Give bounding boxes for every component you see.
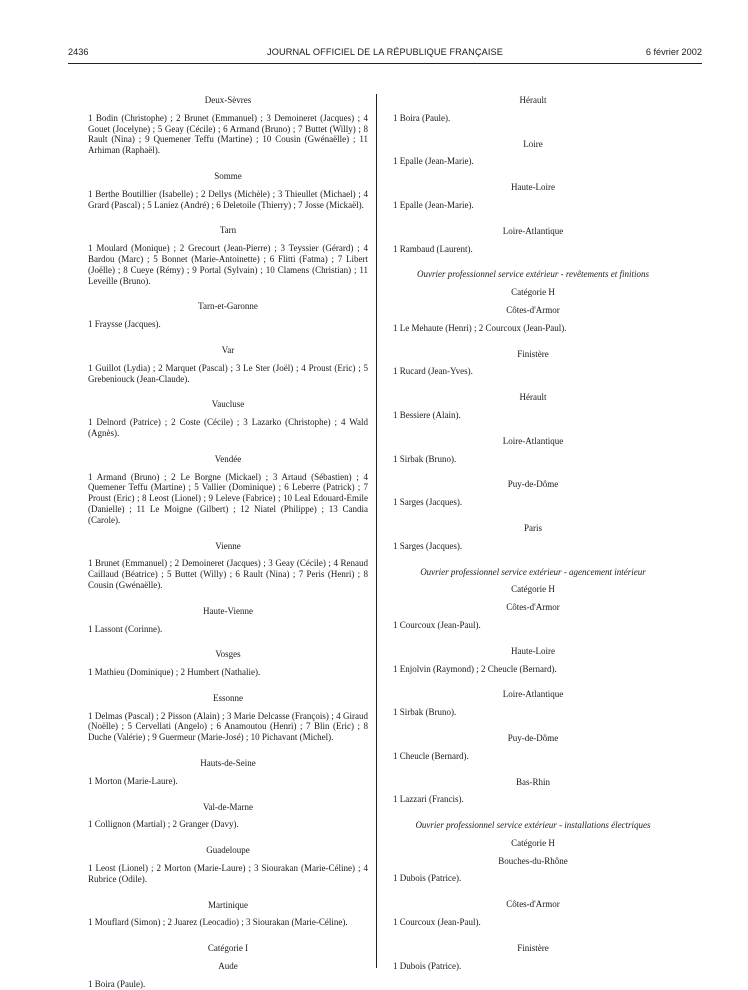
journal-title: JOURNAL OFFICIEL DE LA RÉPUBLIQUE FRANÇAISE: [267, 47, 503, 57]
ranking-entry: 1 Guillot (Lydia) ; 2 Marquet (Pascal) ; 3 Le Ster (Joël) ; 4 Proust (Eric) ; 5 Grebeniouck (Jean-Claude).: [88, 362, 368, 384]
department-heading: Tarn-et-Garonne: [198, 301, 258, 312]
ranking-entry: 1 Dubois (Patrice).: [393, 873, 462, 884]
ranking-entry: 1 Epalle (Jean-Marie).: [393, 156, 474, 167]
department-heading: Finistère: [517, 348, 549, 359]
left-column: [88, 95, 368, 990]
department-heading: Finistère: [517, 942, 549, 953]
department-heading: Côtes-d'Armor: [506, 899, 560, 910]
ranking-entry: 1 Courcoux (Jean-Paul).: [393, 619, 481, 630]
job-title: Ouvrier professionnel service extérieur - agencement intérieur: [420, 566, 646, 577]
department-heading: Loire: [523, 138, 543, 149]
job-title: Ouvrier professionnel service extérieur - installations électriques: [415, 820, 651, 831]
department-heading: Haute-Loire: [511, 645, 555, 656]
ranking-entry: 1 Sirbak (Bruno).: [393, 453, 457, 464]
page-number: 2436: [68, 47, 89, 57]
ranking-entry: 1 Rucard (Jean-Yves).: [393, 366, 473, 377]
ranking-entry: 1 Bessiere (Alain).: [393, 409, 461, 420]
department-heading: Hauts-de-Seine: [200, 758, 256, 769]
ranking-entry: 1 Delnord (Patrice) ; 2 Coste (Cécile) ; 3 Lazarko (Christophe) ; 4 Wald (Agnès).: [88, 417, 368, 438]
ranking-entry: 1 Sarges (Jacques).: [393, 540, 463, 551]
department-heading: Hérault: [519, 392, 547, 403]
ranking-entry: 1 Boira (Paule).: [88, 978, 146, 989]
header-rule: [68, 63, 702, 64]
ranking-entry: 1 Enjolvin (Raymond) ; 2 Cheucle (Bernard).: [393, 663, 557, 674]
column-divider: [376, 94, 377, 968]
ranking-entry: 1 Courcoux (Jean-Paul).: [393, 917, 481, 928]
department-heading: Paris: [524, 522, 542, 533]
department-heading: Loire-Atlantique: [502, 435, 564, 446]
publication-date: 6 février 2002: [645, 47, 702, 57]
ranking-entry: 1 Mouflard (Simon) ; 2 Juarez (Leocadio) ; 3 Siourakan (Marie-Céline).: [88, 917, 348, 928]
ranking-entry: 1 Bodin (Christophe) ; 2 Brunet (Emmanuel) ; 3 Demoineret (Jacques) ; 4 Gouet (Jocelyne) ; 5 Geay (Cécile) ; 6 Armand (Bruno) ; 7 Buttet (Willy) ; 8 Rault (Nina) ; 9 Quemener Teffu (Martine) ; 10 Cousin (Gwénaëlle) ; 11 Arhiman (Raphaël).: [88, 112, 368, 156]
ranking-entry: 1 Morton (Marie-Laure).: [88, 775, 178, 786]
ranking-entry: 1 Armand (Bruno) ; 2 Le Borgne (Mickael) ; 3 Artaud (Sébastien) ; 4 Quemener Teffu (Martine) ; 5 Vallier (Dominique) ; 6 Leberre (Patrick) ; 7 Proust (Eric) ; 8 Leost (Lionel) ; 9 Leleve (Fabrice) ; 10 Leal Edouard-Emile (Danielle) ; 11 Le Moigne (Gilbert) ; 12 Niatel (Philippe) ; 13 Candia (Carole).: [88, 471, 368, 525]
department-heading: Somme: [214, 170, 242, 181]
ranking-entry: 1 Mathieu (Dominique) ; 2 Humbert (Nathalie).: [88, 667, 261, 678]
ranking-entry: 1 Lazzari (Francis).: [393, 794, 464, 805]
ranking-entry: 1 Collignon (Martial) ; 2 Granger (Davy).: [88, 819, 239, 830]
job-title: Ouvrier professionnel service extérieur - revêtements et finitions: [416, 269, 650, 280]
department-heading: Bas-Rhin: [515, 776, 550, 787]
department-heading: Loire-Atlantique: [502, 689, 564, 700]
department-heading: Côtes-d'Armor: [506, 304, 560, 315]
ranking-entry: 1 Fraysse (Jacques).: [88, 319, 161, 330]
department-heading: Vienne: [215, 540, 241, 551]
department-heading: Aude: [218, 961, 238, 972]
right-column: [393, 95, 673, 971]
department-heading: Deux-Sèvres: [204, 95, 252, 105]
ranking-entry: 1 Brunet (Emmanuel) ; 2 Demoineret (Jacques) ; 3 Geay (Cécile) ; 4 Renaud Caillaud (Béatrice) ; 5 Buttet (Willy) ; 6 Rault (Nina) ; 7 Peris (Henri) ; 8 Cousin (Gwénaëlle).: [88, 558, 368, 590]
department-heading: Essonne: [213, 692, 243, 703]
page-header: [68, 47, 702, 61]
ranking-entry: 1 Moulard (Monique) ; 2 Grecourt (Jean-Pierre) ; 3 Teyssier (Gérard) ; 4 Bardou (Marc) ; 5 Bonnet (Marie-Antoinette) ; 6 Flitti (Fatma) ; 7 Libert (Joëlle) ; 8 Cueye (Rémy) ; 9 Portal (Sylvain) ; 10 Clamens (Christian) ; 11 Leveille (Bruno).: [88, 243, 368, 286]
department-heading: Puy-de-Dôme: [507, 479, 559, 490]
ranking-entry: 1 Rambaud (Laurent).: [393, 243, 473, 254]
department-heading: Puy-de-Dôme: [507, 732, 559, 743]
ranking-entry: 1 Cheucle (Bernard).: [393, 750, 469, 761]
ranking-entry: 1 Lassont (Corinne).: [88, 623, 163, 634]
department-heading: Côtes-d'Armor: [506, 602, 560, 613]
ranking-entry: 1 Sarges (Jacques).: [393, 497, 463, 508]
department-heading: Hérault: [519, 95, 547, 105]
ranking-entry: 1 Leost (Lionel) ; 2 Morton (Marie-Laure) ; 3 Siourakan (Marie-Céline) ; 4 Rubrice (Odile).: [88, 863, 368, 884]
ranking-entry: 1 Boira (Paule).: [393, 112, 451, 123]
category-heading: Catégorie H: [511, 837, 555, 848]
category-heading: Catégorie H: [511, 584, 555, 595]
category-heading: Catégorie H: [511, 287, 555, 298]
ranking-entry: 1 Berthe Boutillier (Isabelle) ; 2 Dellys (Michèle) ; 3 Thieullet (Michael) ; 4 Grard (Pascal) ; 5 Laniez (André) ; 6 Deletoile (Thierry) ; 7 Josse (Mickaël).: [88, 188, 368, 210]
ranking-entry: 1 Dubois (Patrice).: [393, 960, 462, 971]
department-heading: Vosges: [215, 649, 241, 660]
department-heading: Vaucluse: [211, 399, 245, 410]
department-heading: Val-de-Marne: [203, 801, 253, 812]
category-heading: Catégorie I: [207, 943, 249, 954]
department-heading: Haute-Loire: [511, 182, 555, 193]
department-heading: Loire-Atlantique: [502, 225, 564, 236]
department-heading: Martinique: [208, 899, 248, 910]
department-heading: Vendée: [214, 453, 242, 464]
department-heading: Tarn: [219, 225, 237, 236]
ranking-entry: 1 Sirbak (Bruno).: [393, 707, 457, 718]
department-heading: Guadeloupe: [206, 845, 250, 856]
ranking-entry: 1 Epalle (Jean-Marie).: [393, 199, 474, 210]
ranking-entry: 1 Le Mehaute (Henri) ; 2 Courcoux (Jean-Paul).: [393, 322, 567, 333]
department-heading: Haute-Vienne: [203, 605, 253, 616]
ranking-entry: 1 Delmas (Pascal) ; 2 Pisson (Alain) ; 3 Marie Delcasse (François) ; 4 Giraud (Noëlle) ; 5 Cervellati (Angelo) ; 6 Anamoutou (Henri) ; 7 Blin (Eric) ; 8 Duche (Valérie) ; 9 Guermeur (Marie-José) ; 10 Pichavant (Michel).: [88, 710, 368, 743]
department-heading: Bouches-du-Rhône: [498, 855, 568, 866]
department-heading: Var: [221, 344, 235, 355]
